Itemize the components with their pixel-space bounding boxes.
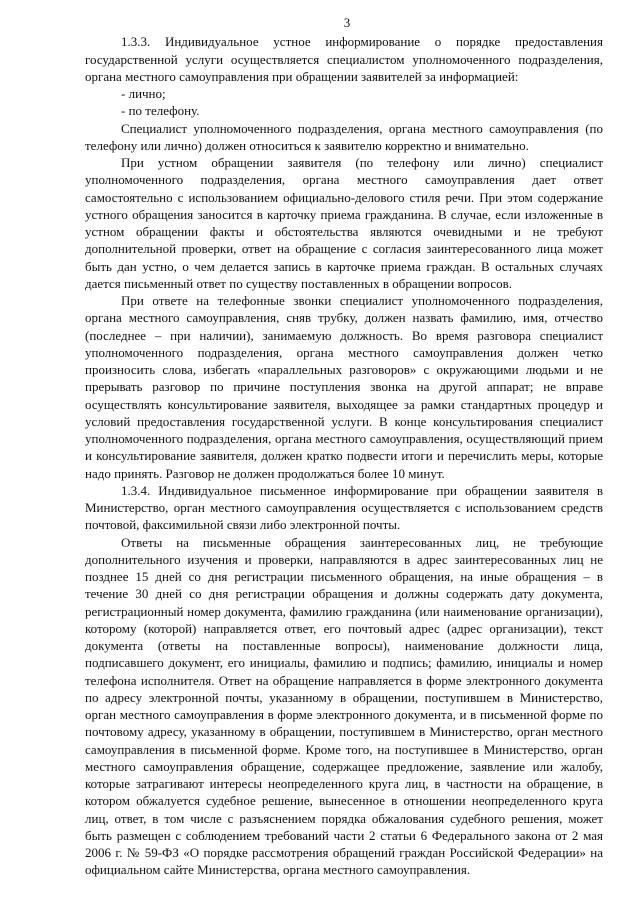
- paragraph-phone-calls: При ответе на телефонные звонки специалист уполномоченного подразделения, органа местного самоуправления, сняв трубку, должен назвать фамилию, имя, отчество (последнее – при наличии), занимаемую должность. Во время разговора специалист уполномоченного подразделения, органа местного самоуправления должен четко произносить слова, избегать «параллельных разговоров» с окружающими людьми и не прерывать разговор по причине поступления звонка на другой аппарат; не вправе осуществлять консультирование заявителя, выходящее за рамки стандартных процедур и условий предоставления государственной услуги. В конце консультирования специалист уполномоченного подразделения, органа местного самоуправления, осуществляющий прием и консультирование заявителя, должен кратко подвести итоги и перечислить меры, которые надо принять. Разговор не должен продолжаться более 10 минут.: [85, 293, 603, 481]
- paragraph-oral-request: При устном обращении заявителя (по телефону или лично) специалист уполномоченного подразделения, органа местного самоуправления дает ответ самостоятельно с использованием официально-делового стиля речи. При этом содержание устного обращения заносится в карточку приема гражданина. В случае, если изложенные в устном обращении факты и обстоятельства являются очевидными и не требуют дополнительной проверки, ответ на обращение с согласия заинтересованного лица может быть дан устно, о чем делается запись в карточке приема граждан. В остальных случаях дается письменный ответ по существу поставленных в обращении вопросов.: [85, 155, 603, 291]
- list-item-by-phone: - по телефону.: [121, 103, 200, 119]
- page-number: 3: [343, 15, 351, 30]
- paragraph-written-responses: Ответы на письменные обращения заинтересованных лиц, не требующие дополнительного изучения и проверки, направляются в адрес заинтересованных лиц не позднее 15 дней со дня регистрации письменного обращения, на иные обращения – в течение 30 дней со дня регистрации обращения и должны содержать дату документа, регистрационный номер документа, фамилию гражданина (или наименование организации), которому (которой) направляется ответ, его почтовый адрес (адрес организации), текст документа (ответы на поставленные вопросы), наименование должности лица, подписавшего документ, его инициалы, фамилию и подпись; фамилию, инициалы и номер телефона исполнителя. Ответ на обращение направляется в форме электронного документа по адресу электронной почты, указанному в обращении, поступившем в Министерство, орган местного самоуправления в форме электронного документа, и в письменной форме по почтовому адресу, указанному в обращении, поступившем в Министерство, орган местного самоуправления в письменной форме. Кроме того, на поступившее в Министерство, орган местного самоуправления обращение, содержащее предложение, заявление или жалобу, которые затрагивают интересы неопределенного круга лиц, в частности на обращение, в котором обжалуется судебное решение, вынесенное в отношении неопределенного круга лиц, ответ, в том числе с разъяснением порядка обжалования судебного решения, может быть размещен с соблюдением требований части 2 статьи 6 Федерального закона от 2 мая 2006 г. № 59-ФЗ «О порядке рассмотрения обращений граждан Российской Федерации» на официальном сайте Министерства, органа местного самоуправления.: [85, 534, 603, 878]
- list-item-in-person: - лично;: [121, 86, 166, 101]
- paragraph-1-3-3: 1.3.3. Индивидуальное устное информирование о порядке предоставления государственной услуги осуществляется специалистом уполномоченного подразделения, органа местного самоуправления при обращении заявителей за информацией:: [85, 34, 603, 84]
- paragraph-specialist-attitude: Специалист уполномоченного подразделения, органа местного самоуправления (по телефону или лично) должен относиться к заявителю корректно и внимательно.: [85, 120, 603, 153]
- paragraph-1-3-4: 1.3.4. Индивидуальное письменное информирование при обращении заявителя в Министерство, орган местного самоуправления осуществляется с использованием средств почтовой, факсимильной связи либо электронной почты.: [85, 482, 603, 533]
